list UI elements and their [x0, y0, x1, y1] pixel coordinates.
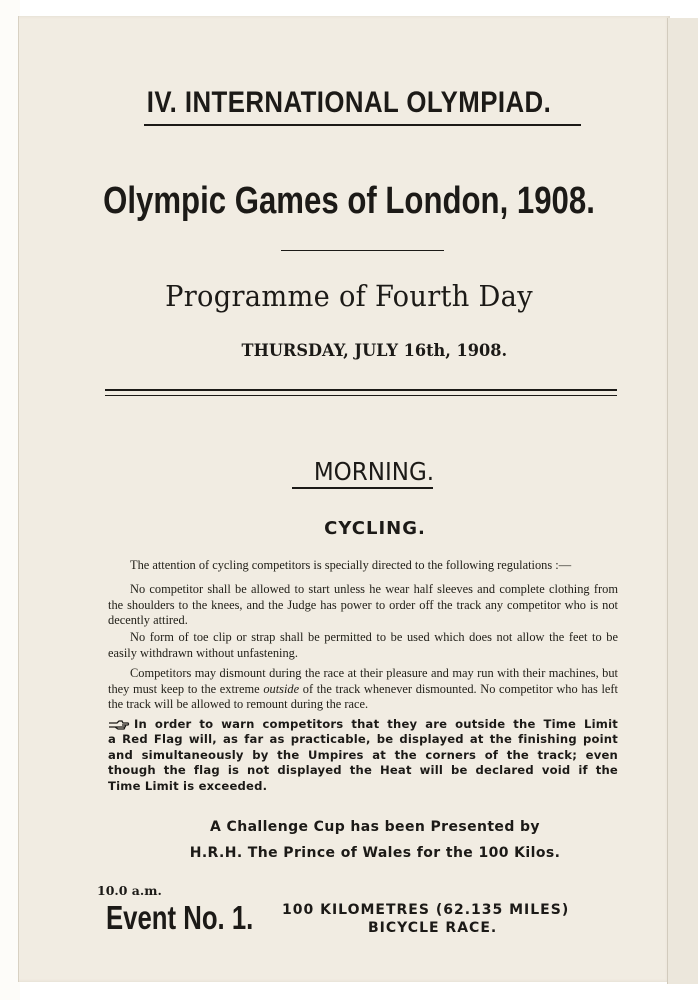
regulation-toe-clip: No form of toe clip or strap shall be permitted to be used which does not allow the feet to be easily withdrawn without unfastening. — [108, 630, 618, 660]
event-label: Event No. 1. — [106, 899, 254, 936]
time-limit-notice: In order to warn competitors that they are outside the Time Limit a Red Flag will, as far as practicable, be displayed at the finishing point and simultaneously by the Umpires at the corners of the track; even though the flag is not displayed the Heat will be declared void if the Time Limit is exceeded. — [108, 717, 618, 793]
programme-date: THURSDAY, JULY 16th, 1908. — [241, 341, 508, 361]
adjacent-page — [667, 18, 698, 984]
regulation-clothing: No competitor shall be allowed to start unless he wear half sleeves and complete clothing from the shoulders to the knees, and the Judge has power to order off the track any competitor who is not decently attired. — [108, 582, 618, 628]
session-underline — [292, 487, 433, 489]
challenge-cup-line-1: A Challenge Cup has been Presented by — [210, 819, 540, 835]
olympiad-underline — [144, 124, 581, 126]
programme-page — [18, 16, 670, 982]
session-heading: MORNING. — [313, 457, 435, 486]
sport-heading: CYCLING. — [324, 518, 426, 539]
event-time: 10.0 a.m. — [97, 883, 162, 898]
challenge-cup-line-2: H.R.H. The Prince of Wales for the 100 Kilos. — [189, 845, 561, 861]
regulations-intro: The attention of cycling competitors is specially directed to the following regulations :— — [130, 558, 572, 572]
double-rule-bottom — [105, 395, 617, 396]
event-description-line-2: BICYCLE RACE. — [368, 920, 498, 936]
title-rule — [281, 250, 444, 251]
regulation-dismount: Competitors may dismount during the race at their pleasure and may run with their machines, but they must keep to the extreme outside of the track whenever dismounted. No competitor who has left the track will be allowed to remount during the race. — [108, 666, 618, 712]
games-title: Olympic Games of London, 1908. — [103, 180, 595, 222]
double-rule-top — [105, 389, 617, 391]
olympiad-heading: IV. INTERNATIONAL OLYMPIAD. — [146, 86, 552, 119]
event-description-line-1: 100 KILOMETRES (62.135 MILES) — [282, 902, 570, 918]
pointing-hand-icon — [108, 720, 130, 730]
programme-subtitle: Programme of Fourth Day — [165, 279, 533, 313]
